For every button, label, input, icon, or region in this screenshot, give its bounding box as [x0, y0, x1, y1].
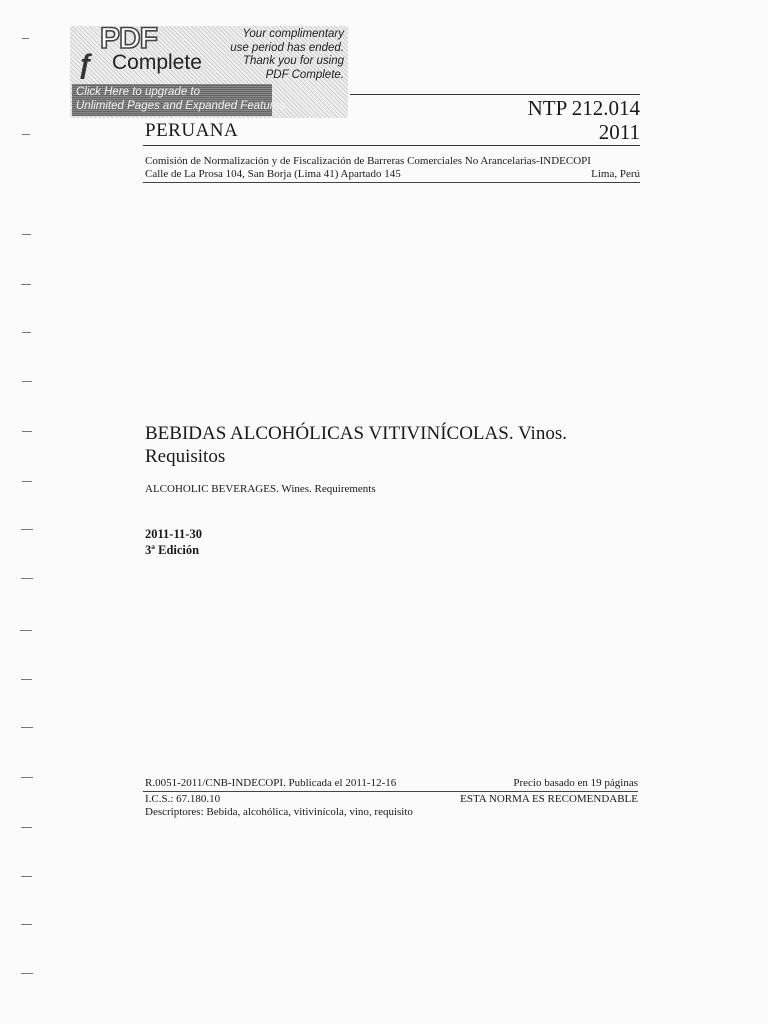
scan-margin-mark — [21, 924, 32, 925]
ics-code: I.C.S.: 67.180.10 — [145, 793, 221, 805]
descriptors: Descriptores: Bebida, alcohólica, vitivinícola, vino, requisito — [145, 806, 413, 818]
scan-margin-mark — [21, 284, 31, 285]
watermark-message-line: Thank you for using — [242, 55, 344, 67]
document-subtitle: ALCOHOLIC BEVERAGES. Wines. Requirements — [145, 483, 376, 495]
publication-reference: R.0051-2011/CNB-INDECOPI. Publicada el 2011-12-16 — [145, 777, 397, 789]
scan-margin-mark — [21, 777, 33, 778]
scan-margin-mark — [21, 679, 32, 680]
pdf-logo-word: PDF — [100, 22, 157, 55]
edition-date: 2011-11-30 — [145, 527, 202, 541]
scan-margin-mark — [21, 529, 33, 530]
scan-margin-mark — [22, 481, 32, 482]
document-title — [145, 422, 645, 468]
scan-margin-mark — [21, 876, 32, 877]
scan-margin-mark — [20, 630, 32, 631]
organization-line: Comisión de Normalización y de Fiscalización de Barreras Comerciales No Arancelarias-INDECOPI — [145, 155, 591, 167]
footer-rule — [143, 791, 638, 792]
scan-margin-mark — [22, 234, 31, 235]
document-title-line: BEBIDAS ALCOHÓLICAS VITIVINÍCOLAS. Vinos. — [145, 423, 567, 444]
upgrade-link-line[interactable]: Unlimited Pages and Expanded Features — [76, 100, 286, 112]
scan-margin-mark — [21, 727, 33, 728]
upgrade-link[interactable] — [76, 85, 286, 113]
country-word: PERUANA — [145, 120, 239, 141]
watermark-message-line: PDF Complete. — [265, 68, 344, 81]
scan-margin-mark — [21, 578, 33, 579]
watermark-message-line: use period has ended. — [230, 41, 344, 54]
edition-number: 3ª Edición — [145, 543, 200, 557]
scan-margin-mark — [22, 38, 29, 39]
pdf-complete-logo-icon: ƒ — [78, 48, 94, 79]
recommendation-status: ESTA NORMA ES RECOMENDABLE — [460, 793, 638, 805]
ntp-code: NTP 212.014 — [527, 96, 640, 120]
scan-margin-mark — [22, 134, 30, 135]
header-top-rule — [350, 94, 640, 95]
scan-margin-mark — [22, 431, 32, 432]
page-price: Precio basado en 19 páginas — [513, 777, 638, 789]
organization-rule — [143, 182, 640, 183]
pdf-complete-logo-text: Complete — [112, 51, 202, 74]
scan-margin-mark — [21, 973, 33, 974]
scan-margin-mark — [22, 381, 32, 382]
scan-margin-mark — [21, 827, 32, 828]
document-title-line: Requisitos — [145, 446, 226, 467]
organization-address: Calle de La Prosa 104, San Borja (Lima 41) Apartado 145 — [145, 168, 401, 180]
scan-margin-mark — [22, 332, 31, 333]
watermark-message — [226, 28, 344, 82]
upgrade-link-line[interactable]: Click Here to upgrade to — [76, 86, 201, 98]
watermark-message-line: Your complimentary — [242, 28, 344, 40]
header-rule — [143, 145, 640, 146]
organization-city: Lima, Perú — [591, 168, 640, 180]
ntp-year: 2011 — [598, 120, 640, 144]
